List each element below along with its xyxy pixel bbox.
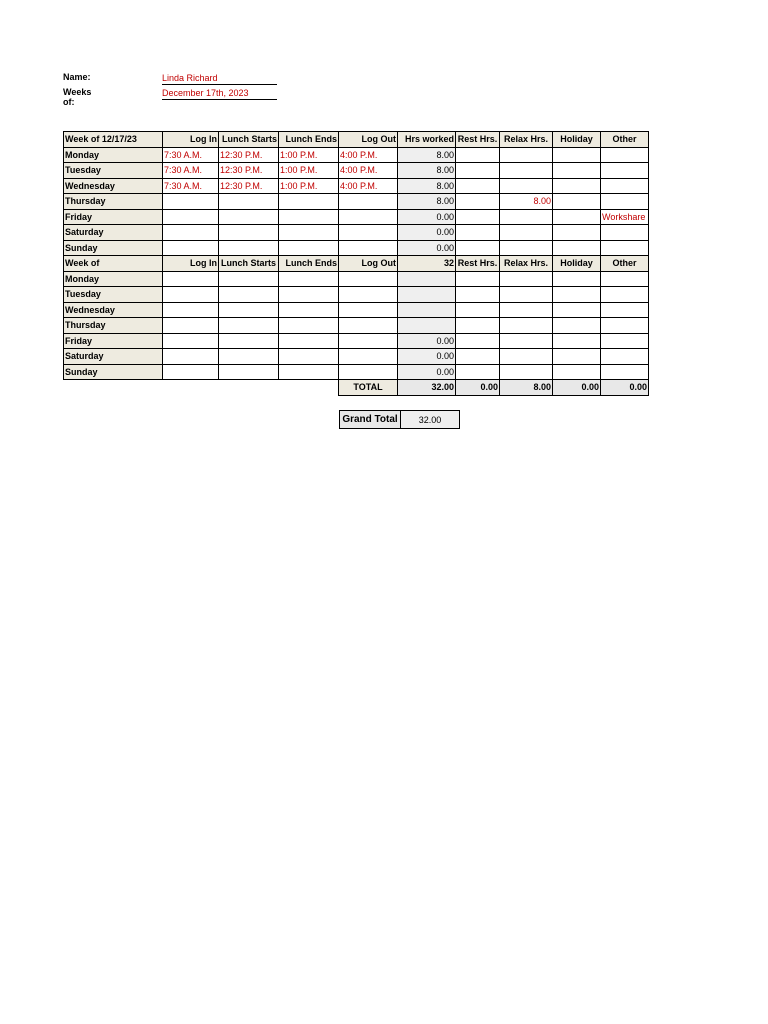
timesheet-table [63, 131, 649, 396]
table-row [64, 178, 649, 194]
other-cell[interactable] [601, 163, 649, 179]
day-label: Sunday [64, 240, 163, 256]
col-holiday: Holiday [553, 256, 601, 272]
log-in-cell[interactable]: 7:30 A.M. [163, 147, 219, 163]
rest-cell[interactable] [456, 178, 500, 194]
col-holiday: Holiday [553, 132, 601, 148]
relax-cell[interactable] [500, 349, 553, 365]
log-out-cell[interactable] [339, 318, 398, 334]
rest-cell[interactable] [456, 225, 500, 241]
col-lunch-starts: Lunch Starts [219, 256, 279, 272]
col-other: Other [601, 256, 649, 272]
weeks-label: Weeks of: [63, 87, 92, 107]
rest-cell[interactable] [456, 302, 500, 318]
day-label: Sunday [64, 364, 163, 380]
col-log-out: Log Out [339, 256, 398, 272]
log-out-cell[interactable]: 4:00 P.M. [339, 163, 398, 179]
other-cell[interactable] [601, 147, 649, 163]
week2-header-row [64, 256, 649, 272]
lunch-end-cell[interactable] [279, 349, 339, 365]
hrs-worked-cell[interactable]: 0.00 [398, 333, 456, 349]
log-out-cell[interactable] [339, 333, 398, 349]
name-label: Name: [63, 72, 91, 82]
log-out-cell[interactable]: 4:00 P.M. [339, 178, 398, 194]
relax-cell[interactable] [500, 287, 553, 303]
relax-cell[interactable] [500, 163, 553, 179]
col-rest-hrs: Rest Hrs. [456, 132, 500, 148]
holiday-cell[interactable] [553, 271, 601, 287]
day-label: Friday [64, 209, 163, 225]
log-in-cell[interactable] [163, 240, 219, 256]
day-label: Thursday [64, 194, 163, 210]
holiday-cell[interactable] [553, 333, 601, 349]
col-lunch-ends: Lunch Ends [279, 256, 339, 272]
col-rest-hrs: Rest Hrs. [456, 256, 500, 272]
log-in-cell[interactable]: 7:30 A.M. [163, 163, 219, 179]
lunch-end-cell[interactable] [279, 194, 339, 210]
hrs-worked-cell[interactable]: 0.00 [398, 240, 456, 256]
relax-cell[interactable] [500, 333, 553, 349]
lunch-end-cell[interactable]: 1:00 P.M. [279, 163, 339, 179]
col-hrs-worked: 32 [398, 256, 456, 272]
hrs-worked-cell[interactable] [398, 318, 456, 334]
lunch-start-cell[interactable] [219, 333, 279, 349]
holiday-cell[interactable] [553, 287, 601, 303]
total-hrs-worked: 32.00 [398, 380, 456, 396]
col-lunch-ends: Lunch Ends [279, 132, 339, 148]
rest-cell[interactable] [456, 194, 500, 210]
day-label: Monday [64, 147, 163, 163]
table-row [64, 194, 649, 210]
relax-cell[interactable] [500, 178, 553, 194]
week1-header-row [64, 132, 649, 148]
log-out-cell[interactable] [339, 349, 398, 365]
holiday-cell[interactable] [553, 209, 601, 225]
holiday-cell[interactable] [553, 194, 601, 210]
log-in-cell[interactable] [163, 209, 219, 225]
lunch-end-cell[interactable] [279, 287, 339, 303]
name-value[interactable]: Linda Richard [162, 72, 277, 85]
log-in-cell[interactable] [163, 364, 219, 380]
log-in-cell[interactable] [163, 302, 219, 318]
rest-cell[interactable] [456, 240, 500, 256]
day-label: Wednesday [64, 302, 163, 318]
day-label: Saturday [64, 349, 163, 365]
relax-cell[interactable] [500, 318, 553, 334]
log-out-cell[interactable]: 4:00 P.M. [339, 147, 398, 163]
week1-title: Week of 12/17/23 [64, 132, 163, 148]
lunch-start-cell[interactable] [219, 271, 279, 287]
other-cell[interactable]: Workshare [601, 209, 649, 225]
weeks-value[interactable]: December 17th, 2023 [162, 87, 277, 100]
table-row [64, 349, 649, 365]
col-lunch-starts: Lunch Starts [219, 132, 279, 148]
holiday-cell[interactable] [553, 225, 601, 241]
other-cell[interactable] [601, 349, 649, 365]
hrs-worked-cell[interactable]: 8.00 [398, 178, 456, 194]
col-log-in: Log In [163, 132, 219, 148]
log-out-cell[interactable] [339, 240, 398, 256]
table-row [64, 364, 649, 380]
relax-cell[interactable] [500, 364, 553, 380]
rest-cell[interactable] [456, 333, 500, 349]
day-label: Tuesday [64, 287, 163, 303]
other-cell[interactable] [601, 240, 649, 256]
lunch-end-cell[interactable] [279, 240, 339, 256]
relax-cell[interactable] [500, 302, 553, 318]
hrs-worked-cell[interactable]: 8.00 [398, 194, 456, 210]
rest-cell[interactable] [456, 364, 500, 380]
table-row [64, 271, 649, 287]
table-row [64, 287, 649, 303]
totals-row [64, 380, 649, 396]
day-label: Saturday [64, 225, 163, 241]
lunch-end-cell[interactable] [279, 225, 339, 241]
lunch-start-cell[interactable] [219, 287, 279, 303]
hrs-worked-cell[interactable] [398, 271, 456, 287]
total-other: 0.00 [601, 380, 649, 396]
col-log-out: Log Out [339, 132, 398, 148]
log-in-cell[interactable]: 7:30 A.M. [163, 178, 219, 194]
lunch-end-cell[interactable]: 1:00 P.M. [279, 147, 339, 163]
other-cell[interactable] [601, 194, 649, 210]
rest-cell[interactable] [456, 271, 500, 287]
lunch-end-cell[interactable]: 1:00 P.M. [279, 178, 339, 194]
day-label: Friday [64, 333, 163, 349]
holiday-cell[interactable] [553, 364, 601, 380]
holiday-cell[interactable] [553, 349, 601, 365]
day-label: Monday [64, 271, 163, 287]
lunch-end-cell[interactable] [279, 318, 339, 334]
log-in-cell[interactable] [163, 287, 219, 303]
day-label: Tuesday [64, 163, 163, 179]
holiday-cell[interactable] [553, 178, 601, 194]
log-in-cell[interactable] [163, 333, 219, 349]
holiday-cell[interactable] [553, 302, 601, 318]
other-cell[interactable] [601, 178, 649, 194]
hrs-worked-cell[interactable]: 8.00 [398, 163, 456, 179]
log-in-cell[interactable] [163, 318, 219, 334]
total-label: TOTAL [339, 380, 398, 396]
hrs-worked-cell[interactable]: 0.00 [398, 225, 456, 241]
grand-total-box [339, 410, 460, 429]
lunch-start-cell[interactable]: 12:30 P.M. [219, 147, 279, 163]
rest-cell[interactable] [456, 318, 500, 334]
lunch-end-cell[interactable] [279, 209, 339, 225]
rest-cell[interactable] [456, 163, 500, 179]
table-row [64, 225, 649, 241]
log-in-cell[interactable] [163, 271, 219, 287]
hrs-worked-cell[interactable] [398, 302, 456, 318]
hrs-worked-cell[interactable] [398, 287, 456, 303]
hrs-worked-cell[interactable]: 0.00 [398, 209, 456, 225]
log-out-cell[interactable] [339, 302, 398, 318]
table-row [64, 163, 649, 179]
other-cell[interactable] [601, 225, 649, 241]
col-relax-hrs: Relax Hrs. [500, 132, 553, 148]
lunch-start-cell[interactable]: 12:30 P.M. [219, 163, 279, 179]
total-holiday: 0.00 [553, 380, 601, 396]
rest-cell[interactable] [456, 349, 500, 365]
log-out-cell[interactable] [339, 209, 398, 225]
hrs-worked-cell[interactable]: 0.00 [398, 349, 456, 365]
relax-cell[interactable] [500, 147, 553, 163]
total-relax-hrs: 8.00 [500, 380, 553, 396]
week2-title: Week of [64, 256, 163, 272]
rest-cell[interactable] [456, 209, 500, 225]
holiday-cell[interactable] [553, 240, 601, 256]
other-cell[interactable] [601, 287, 649, 303]
log-out-cell[interactable] [339, 287, 398, 303]
log-in-cell[interactable] [163, 225, 219, 241]
log-out-cell[interactable] [339, 271, 398, 287]
lunch-start-cell[interactable] [219, 240, 279, 256]
relax-cell[interactable] [500, 240, 553, 256]
holiday-cell[interactable] [553, 163, 601, 179]
col-relax-hrs: Relax Hrs. [500, 256, 553, 272]
total-rest-hrs: 0.00 [456, 380, 500, 396]
log-out-cell[interactable] [339, 194, 398, 210]
table-row [64, 333, 649, 349]
lunch-start-cell[interactable]: 12:30 P.M. [219, 178, 279, 194]
lunch-start-cell[interactable] [219, 209, 279, 225]
log-out-cell[interactable] [339, 364, 398, 380]
lunch-end-cell[interactable] [279, 302, 339, 318]
grand-total-label: Grand Total [340, 411, 401, 429]
hrs-worked-cell[interactable]: 8.00 [398, 147, 456, 163]
lunch-start-cell[interactable] [219, 364, 279, 380]
other-cell[interactable] [601, 333, 649, 349]
log-in-cell[interactable] [163, 194, 219, 210]
relax-cell[interactable]: 8.00 [500, 194, 553, 210]
holiday-cell[interactable] [553, 147, 601, 163]
table-row [64, 240, 649, 256]
day-label: Thursday [64, 318, 163, 334]
lunch-end-cell[interactable] [279, 333, 339, 349]
lunch-start-cell[interactable] [219, 349, 279, 365]
lunch-start-cell[interactable] [219, 318, 279, 334]
other-cell[interactable] [601, 318, 649, 334]
lunch-start-cell[interactable] [219, 194, 279, 210]
grand-total-value: 32.00 [401, 411, 460, 429]
col-log-in: Log In [163, 256, 219, 272]
rest-cell[interactable] [456, 147, 500, 163]
lunch-start-cell[interactable] [219, 225, 279, 241]
holiday-cell[interactable] [553, 318, 601, 334]
other-cell[interactable] [601, 271, 649, 287]
table-row [64, 209, 649, 225]
lunch-end-cell[interactable] [279, 364, 339, 380]
col-other: Other [601, 132, 649, 148]
hrs-worked-cell[interactable]: 0.00 [398, 364, 456, 380]
log-out-cell[interactable] [339, 225, 398, 241]
day-label: Wednesday [64, 178, 163, 194]
col-hrs-worked: Hrs worked [398, 132, 456, 148]
other-cell[interactable] [601, 302, 649, 318]
table-row [64, 302, 649, 318]
lunch-start-cell[interactable] [219, 302, 279, 318]
other-cell[interactable] [601, 364, 649, 380]
lunch-end-cell[interactable] [279, 271, 339, 287]
table-row [64, 147, 649, 163]
relax-cell[interactable] [500, 225, 553, 241]
log-in-cell[interactable] [163, 349, 219, 365]
table-row [64, 318, 649, 334]
relax-cell[interactable] [500, 209, 553, 225]
relax-cell[interactable] [500, 271, 553, 287]
rest-cell[interactable] [456, 287, 500, 303]
